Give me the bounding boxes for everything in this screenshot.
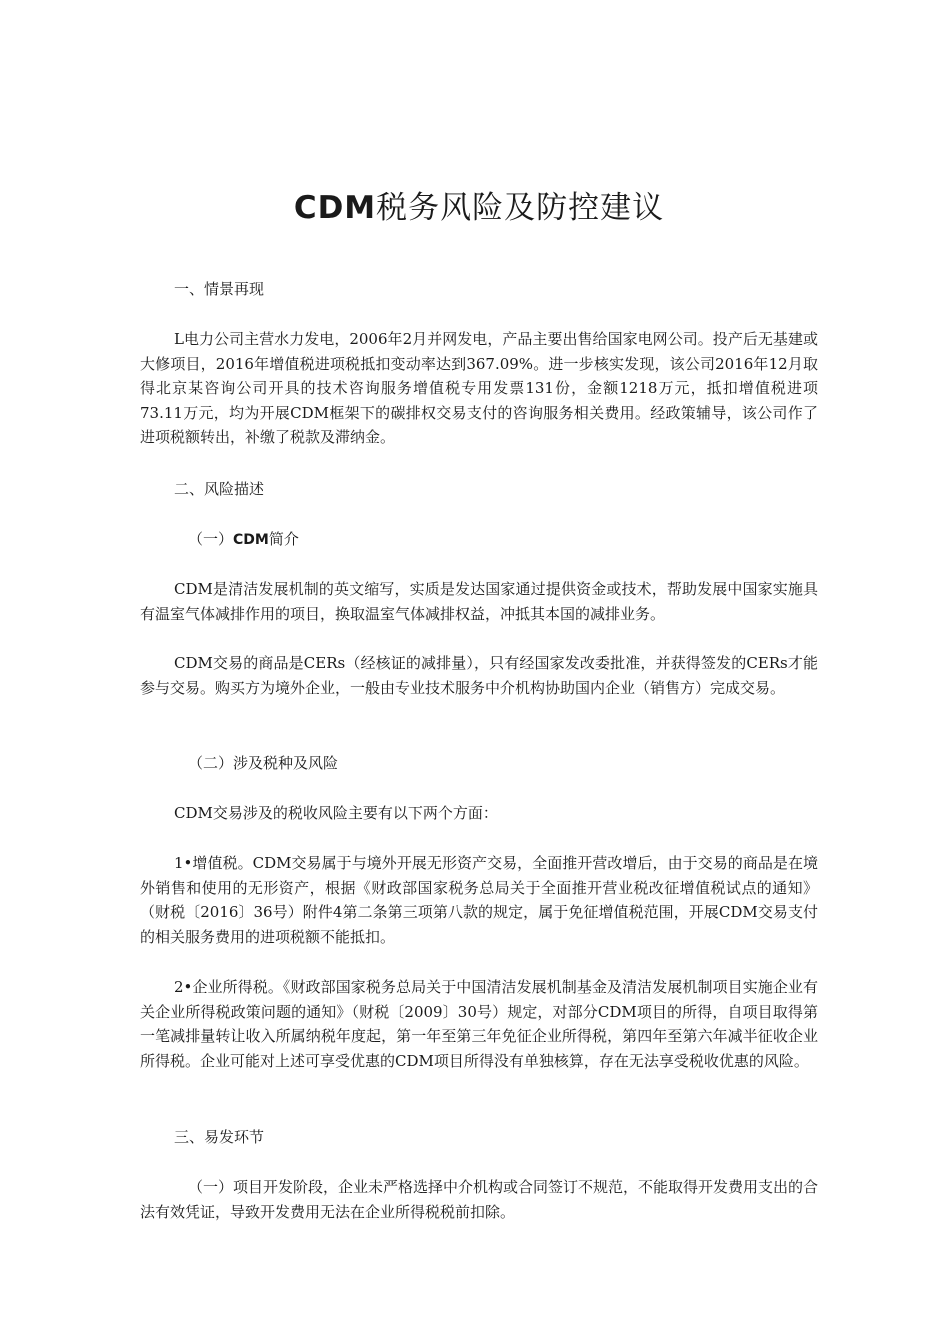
subheading-taxes-risks: （二）涉及税种及风险 — [188, 754, 339, 772]
paragraph-scenario: L电力公司主营水力发电，2006年2月并网发电，产品主要出售给国家电网公司。投产后无基建或大修项目，2016年增值税进项税抵扣变动率达到367.09%。进一步核实发现，该公司2016年12月取得北京某咨询公司开具的技术咨询服务增值税专用发票131份，金额1218万元，抵扣增值税进项73.11万元，均为开展CDM框架下的碳排权交易支付的咨询服务相关费用。经政策辅导，该公司作了进项税额转出，补缴了税款及滞纳金。 — [140, 330, 818, 446]
section-heading-3: 三、易发环节 — [174, 1128, 265, 1146]
paragraph-tax-risk-intro: CDM交易涉及的税收风险主要有以下两个方面： — [174, 804, 498, 822]
title-rest: 税务风险及防控建议 — [376, 190, 665, 226]
page-title — [140, 186, 818, 230]
paragraph-development-stage: （一）项目开发阶段，企业未严格选择中介机构或合同签订不规范，不能取得开发费用支出的合法有效凭证，导致开发费用无法在企业所得税税前扣除。 — [140, 1178, 819, 1221]
subheading-cdm-intro — [140, 527, 818, 553]
paragraph-income-tax: 2•企业所得税。《财政部国家税务总局关于中国清洁发展机制基金及清洁发展机制项目实施企业有关企业所得税政策问题的通知》（财税〔2009〕30号）规定，对部分CDM项目的所得，自项目取得第一笔减排量转让收入所属纳税年度起，第一年至第三年免征企业所得税，第四年至第六年减半征收企业所得税。企业可能对上述可享受优惠的CDM项目所得没有单独核算，存在无法享受税收优惠的风险。 — [140, 978, 818, 1070]
title-latin: CDM — [293, 190, 377, 226]
subheading-rest: 简介 — [268, 530, 299, 548]
section-heading-2: 二、风险描述 — [174, 480, 265, 498]
paragraph-cdm-goods: CDM交易的商品是CERs（经核证的减排量），只有经国家发改委批准，并获得签发的CERs才能参与交易。购买方为境外企业，一般由专业技术服务中介机构协助国内企业（销售方）完成交易。 — [140, 654, 818, 697]
paragraph-cdm-definition: CDM是清洁发展机制的英文缩写，实质是发达国家通过提供资金或技术，帮助发展中国家实施具有温室气体减排作用的项目，换取温室气体减排权益，冲抵其本国的减排业务。 — [140, 580, 818, 623]
subheading-prefix: （一） — [188, 530, 234, 548]
paragraph-vat: 1•增值税。CDM交易属于与境外开展无形资产交易，全面推开营改增后，由于交易的商品是在境外销售和使用的无形资产，根据《财政部国家税务总局关于全面推开营业税改征增值税试点的通知》（财税〔2016〕36号）附件4第二条第三项第八款的规定，属于免征增值税范围，开展CDM交易支付的相关服务费用的进项税额不能抵扣。 — [140, 854, 818, 946]
subheading-latin: CDM — [233, 532, 269, 548]
section-heading-1: 一、情景再现 — [174, 280, 265, 298]
